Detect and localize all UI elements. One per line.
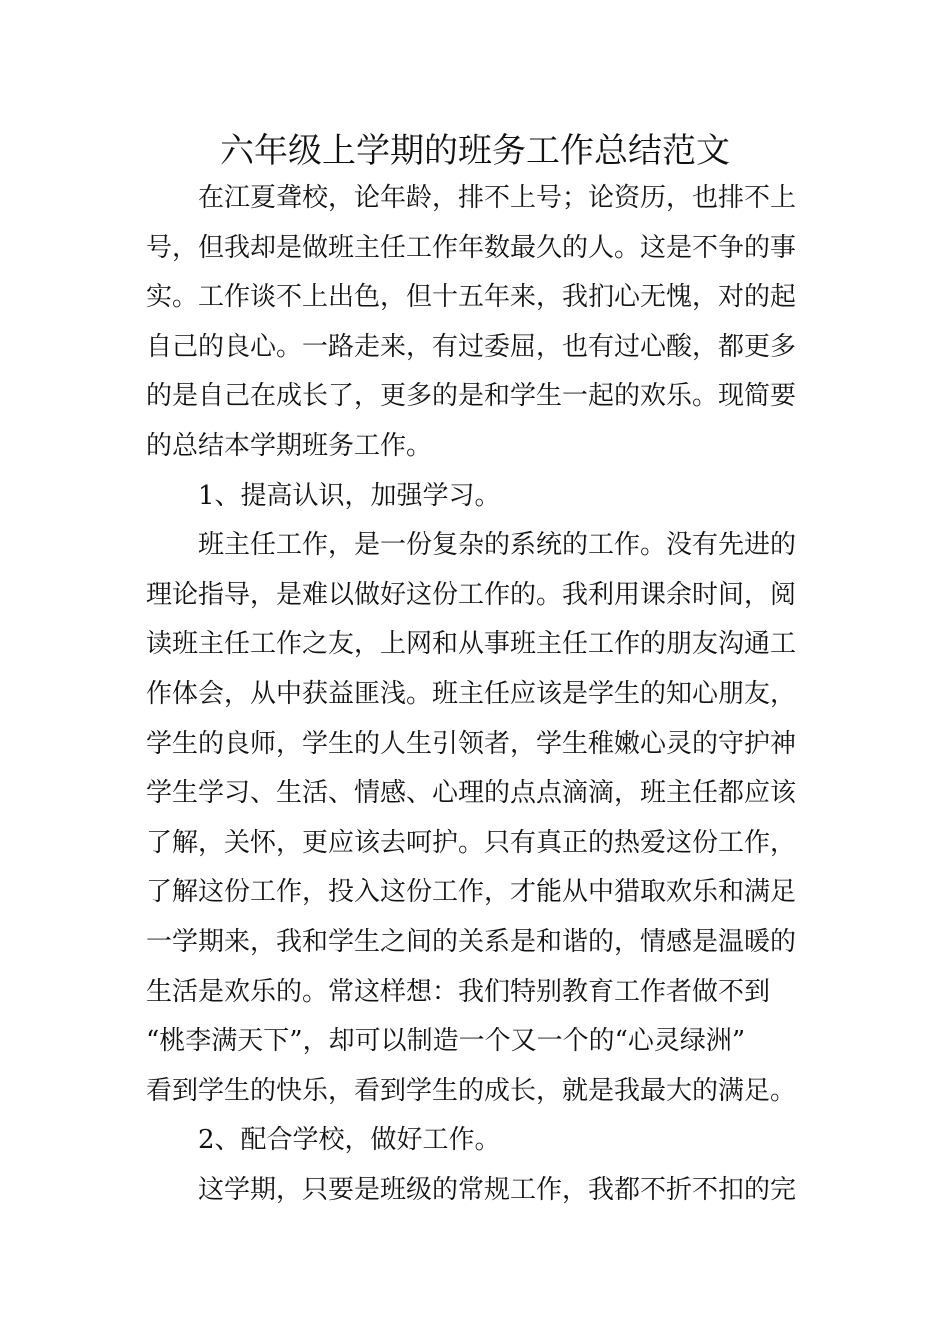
text-line: 1、提高认识，加强学习。 — [198, 480, 501, 511]
text-line: 自己的良心。一路走来，有过委屈，也有过心酸，都更多 — [146, 331, 797, 362]
text-line: “桃李满天下”，却可以制造一个又一个的“心灵绿洲” — [146, 1026, 746, 1057]
text-line: 2、配合学校，做好工作。 — [198, 1125, 501, 1156]
text-line: 的是自己在成长了，更多的是和学生一起的欢乐。现简要 — [146, 381, 797, 412]
text-line: 学生的良师，学生的人生引领者，学生稚嫩心灵的守护神 — [146, 728, 797, 759]
text-line: 了解这份工作，投入这份工作，才能从中猎取欢乐和满足 — [146, 877, 797, 908]
text-line: 班主任工作，是一份复杂的系统的工作。没有先进的 — [198, 530, 797, 561]
text-line: 一学期来，我和学生之间的关系是和谐的，情感是温暖的 — [146, 926, 797, 957]
text-line: 读班主任工作之友，上网和从事班主任工作的朋友沟通工 — [146, 629, 797, 660]
document-body — [146, 174, 816, 1215]
text-line: 的总结本学期班务工作。 — [146, 430, 433, 461]
text-line: 在江夏聋校，论年龄，排不上号；论资历，也排不上 — [198, 183, 797, 213]
text-line: 这学期，只要是班级的常规工作，我都不折不扣的完 — [198, 1174, 797, 1205]
text-line: 作体会，从中获益匪浅。班主任应该是学生的知心朋友， — [146, 678, 797, 709]
text-line: 生活是欢乐的。常这样想：我们特别教育工作者做不到 — [146, 976, 771, 1007]
document-title: 六年级上学期的班务工作总结范文 — [220, 131, 730, 171]
text-line: 号，但我却是做班主任工作年数最久的人。这是不争的事 — [146, 232, 797, 263]
text-line: 学生学习、生活、情感、心理的点点滴滴，班主任都应该 — [146, 778, 797, 809]
text-line: 了解，关怀，更应该去呵护。只有真正的热爱这份工作， — [146, 827, 797, 858]
text-line: 理论指导，是难以做好这份工作的。我利用课余时间，阅 — [146, 579, 797, 610]
text-line: 实。工作谈不上出色，但十五年来，我扪心无愧，对的起 — [146, 282, 797, 313]
text-line: 看到学生的快乐，看到学生的成长，就是我最大的满足。 — [146, 1075, 797, 1106]
